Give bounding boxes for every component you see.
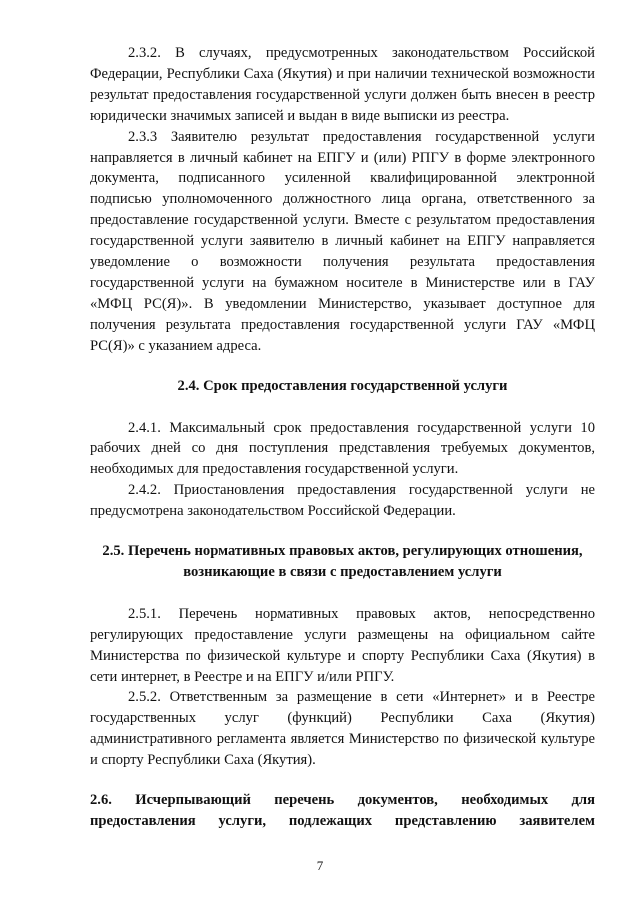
paragraph-2-4-1: 2.4.1. Максимальный срок предоставления государственной услуги 10 рабочих дней со дня поступления представления требуемых документов, необходимых для предоставления государственной услуги. [90, 419, 595, 478]
section-heading-2-5-line2: возникающие в связи с предоставлением услуги [183, 563, 502, 580]
paragraph-2-5-1: 2.5.1. Перечень нормативных правовых актов, непосредственно регулирующих предоставление услуги размещены на официальном сайте Министерства по физической культуре и спорту Республики Саха (Якутия) в сети интернет, в Реестре и на ЕПГУ и/или РПГУ. [90, 605, 595, 685]
section-heading-2-6-line2: предоставления услуги, подлежащих представлению заявителем [90, 813, 595, 829]
paragraph-2-3-2: 2.3.2. В случаях, предусмотренных законодательством Российской Федерации, Республики Саха (Якутия) и при наличии технической возможности результат предоставления государственной услуги должен быть внесен в реестр юридически значимых записей и выдан в виде выписки из реестра. [90, 45, 595, 124]
section-heading-2-6-line1: 2.6. Исчерпывающий перечень документов, необходимых для [90, 792, 595, 809]
paragraph-2-5-2: 2.5.2. Ответственным за размещение в сети «Интернет» и в Реестре государственных услуг (функций) Республики Саха (Якутия) административного регламента является Министерство по физической культуре и спорту Республики Саха (Якутия). [90, 689, 595, 769]
section-heading-2-5-line1: 2.5. Перечень нормативных правовых актов, регулирующих отношения, [102, 543, 583, 560]
section-heading-2-5 [90, 541, 595, 583]
paragraph-2-4-2: 2.4.2. Приостановления предоставления государственной услуги не предусмотрена законодательством Российской Федерации. [90, 482, 595, 520]
section-heading-2-6 [90, 790, 595, 832]
paragraph-2-3-3: 2.3.3 Заявителю результат предоставления государственной услуги направляется в личный кабинет на ЕПГУ и (или) РПГУ в форме электронного документа, подписанного усиленной квалифицированной электронной подписью уполномоченного должностного лица органа, ответственного за предоставление государственной услуги. Вместе с результатом предоставления государственной услуги заявителю в личный кабинет на ЕПГУ направляется уведомление о возможности получения результата предоставления государственной услуги на бумажном носителе в Министерстве или в ГАУ «МФЦ РС(Я)». В уведомлении Министерство, указывает доступное для получения результата предоставления государственной услуги ГАУ «МФЦ РС(Я)» с указанием адреса. [90, 128, 595, 354]
document-page [90, 43, 595, 832]
page-number: 7 [316, 858, 324, 873]
section-heading-2-4: 2.4. Срок предоставления государственной услуги [177, 377, 508, 394]
